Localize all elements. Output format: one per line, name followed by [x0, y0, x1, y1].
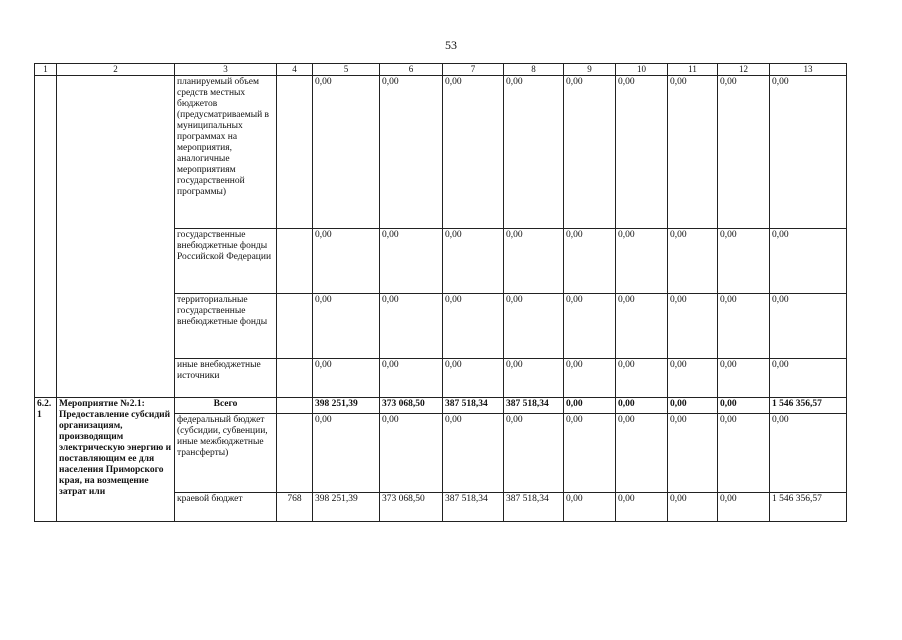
- value-cell: 0,00: [564, 229, 616, 294]
- source-cell: краевой бюджет: [175, 493, 277, 522]
- value-cell: 0,00: [770, 414, 847, 493]
- value-cell: 0,00: [504, 76, 564, 229]
- value-cell: 0,00: [616, 359, 668, 398]
- value-cell: 1 546 356,57: [770, 398, 847, 414]
- measure-title: Мероприятие №2.1: Предоставление субсидий организациям, производящим электрическую энергию и поставляющим ее для населения Приморского края, на возмещение затрат или: [57, 398, 175, 522]
- value-cell: 0,00: [313, 294, 380, 359]
- value-cell: 0,00: [668, 76, 718, 229]
- value-cell: 0,00: [668, 493, 718, 522]
- value-cell: 0,00: [504, 414, 564, 493]
- header-cell: 8: [504, 64, 564, 76]
- source-cell: территориальные государственные внебюджетные фонды: [175, 294, 277, 359]
- value-cell: 0,00: [380, 76, 443, 229]
- header-cell: 4: [277, 64, 313, 76]
- value-cell: 0,00: [668, 414, 718, 493]
- value-cell: 0,00: [443, 294, 504, 359]
- value-cell: 0,00: [380, 414, 443, 493]
- header-cell: 13: [770, 64, 847, 76]
- value-cell: 0,00: [616, 294, 668, 359]
- value-cell: 0,00: [770, 229, 847, 294]
- value-cell: 387 518,34: [443, 398, 504, 414]
- value-cell: 0,00: [443, 359, 504, 398]
- value-cell: 0,00: [564, 359, 616, 398]
- value-cell: 387 518,34: [504, 493, 564, 522]
- header-cell: 1: [35, 64, 57, 76]
- value-cell: 0,00: [668, 294, 718, 359]
- code-cell: [277, 359, 313, 398]
- source-cell: государственные внебюджетные фонды Российской Федерации: [175, 229, 277, 294]
- value-cell: 0,00: [718, 414, 770, 493]
- header-cell: 9: [564, 64, 616, 76]
- value-cell: 0,00: [564, 294, 616, 359]
- value-cell: 0,00: [668, 398, 718, 414]
- code-cell: [277, 294, 313, 359]
- value-cell: 0,00: [313, 414, 380, 493]
- value-cell: 0,00: [313, 76, 380, 229]
- value-cell: 0,00: [380, 229, 443, 294]
- value-cell: 387 518,34: [504, 398, 564, 414]
- page-number: 53: [445, 38, 457, 52]
- header-cell: 11: [668, 64, 718, 76]
- value-cell: 0,00: [616, 398, 668, 414]
- code-cell: [277, 229, 313, 294]
- code-cell: [277, 398, 313, 414]
- header-row: [35, 64, 847, 76]
- value-cell: 0,00: [443, 229, 504, 294]
- value-cell: 0,00: [564, 76, 616, 229]
- value-cell: 0,00: [718, 294, 770, 359]
- source-cell: федеральный бюджет (субсидии, субвенции, иные межбюджетные трансферты): [175, 414, 277, 493]
- value-cell: 0,00: [718, 359, 770, 398]
- title-cell-empty: [57, 76, 175, 398]
- source-cell: Всего: [175, 398, 277, 414]
- value-cell: 0,00: [504, 294, 564, 359]
- source-cell: иные внебюджетные источники: [175, 359, 277, 398]
- value-cell: 0,00: [770, 294, 847, 359]
- value-cell: 0,00: [616, 229, 668, 294]
- value-cell: 0,00: [313, 359, 380, 398]
- value-cell: 0,00: [718, 493, 770, 522]
- value-cell: 0,00: [770, 76, 847, 229]
- header-cell: 3: [175, 64, 277, 76]
- table-row: [35, 76, 847, 229]
- value-cell: 0,00: [668, 229, 718, 294]
- value-cell: 0,00: [380, 294, 443, 359]
- measure-number: 6.2.1: [35, 398, 57, 522]
- value-cell: 387 518,34: [443, 493, 504, 522]
- value-cell: 0,00: [504, 229, 564, 294]
- value-cell: 0,00: [668, 359, 718, 398]
- header-cell: 6: [380, 64, 443, 76]
- value-cell: 0,00: [504, 359, 564, 398]
- code-cell: [277, 76, 313, 229]
- value-cell: 0,00: [443, 414, 504, 493]
- value-cell: 0,00: [718, 229, 770, 294]
- value-cell: 0,00: [564, 493, 616, 522]
- value-cell: 0,00: [443, 76, 504, 229]
- value-cell: 0,00: [718, 76, 770, 229]
- source-cell: планируемый объем средств местных бюджетов (предусматриваемый в муниципальных программах на мероприятия, аналогичные мероприятиям государственной программы): [175, 76, 277, 229]
- header-cell: 2: [57, 64, 175, 76]
- header-cell: 10: [616, 64, 668, 76]
- value-cell: 373 068,50: [380, 493, 443, 522]
- number-cell-empty: [35, 76, 57, 398]
- value-cell: 398 251,39: [313, 398, 380, 414]
- table-row-total: [35, 398, 847, 414]
- value-cell: 0,00: [564, 414, 616, 493]
- value-cell: 398 251,39: [313, 493, 380, 522]
- value-cell: 1 546 356,57: [770, 493, 847, 522]
- value-cell: 0,00: [770, 359, 847, 398]
- header-cell: 12: [718, 64, 770, 76]
- value-cell: 0,00: [564, 398, 616, 414]
- value-cell: 0,00: [616, 493, 668, 522]
- value-cell: 0,00: [616, 414, 668, 493]
- header-cell: 5: [313, 64, 380, 76]
- value-cell: 0,00: [718, 398, 770, 414]
- header-cell: 7: [443, 64, 504, 76]
- value-cell: 0,00: [313, 229, 380, 294]
- value-cell: 0,00: [380, 359, 443, 398]
- value-cell: 373 068,50: [380, 398, 443, 414]
- value-cell: 0,00: [616, 76, 668, 229]
- budget-table: [34, 63, 847, 522]
- code-cell: [277, 414, 313, 493]
- code-cell: 768: [277, 493, 313, 522]
